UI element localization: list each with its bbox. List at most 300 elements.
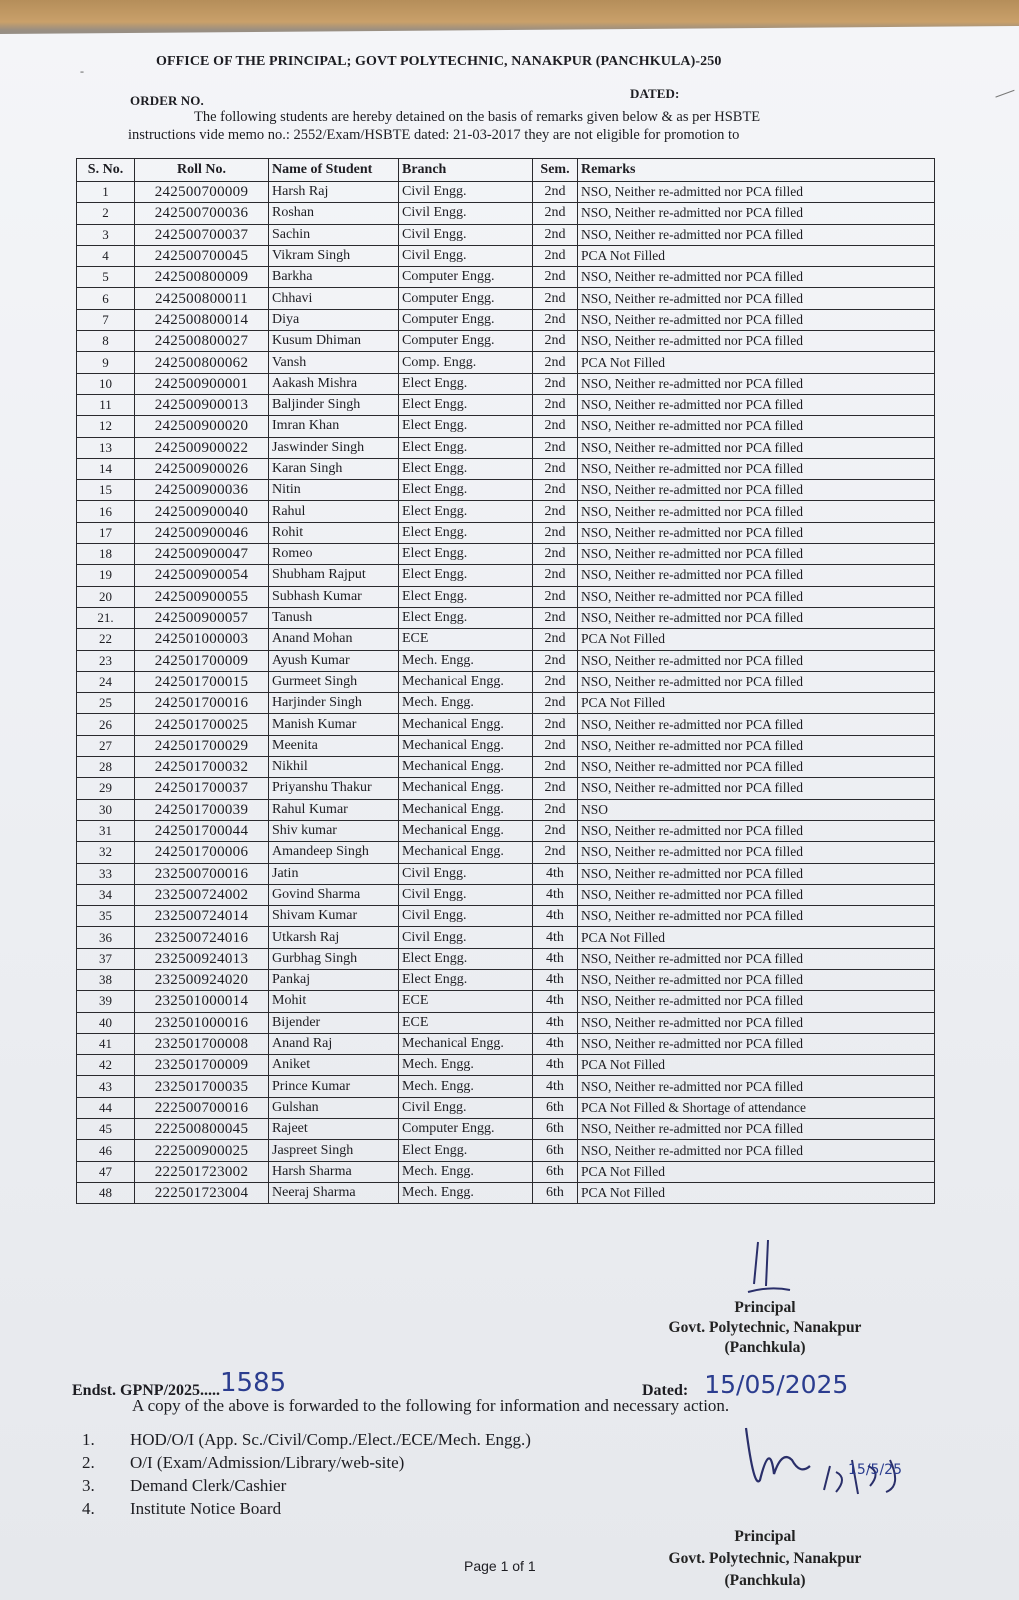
roll-no-cell: 242500900020 bbox=[135, 416, 269, 437]
table-row bbox=[77, 309, 935, 330]
semester-cell: 2nd bbox=[533, 458, 578, 479]
semester-cell: 2nd bbox=[533, 714, 578, 735]
table-row bbox=[77, 352, 935, 373]
signature-block-1 bbox=[620, 1298, 910, 1358]
endorsement-dated-label: Dated: bbox=[642, 1382, 689, 1399]
student-name-cell: Diya bbox=[269, 309, 399, 330]
roll-no-cell: 242500900046 bbox=[135, 522, 269, 543]
branch-cell: Civil Engg. bbox=[399, 182, 533, 203]
roll-no-cell: 242500900001 bbox=[135, 373, 269, 394]
branch-cell: Civil Engg. bbox=[399, 927, 533, 948]
semester-cell: 2nd bbox=[533, 842, 578, 863]
semester-cell: 4th bbox=[533, 906, 578, 927]
branch-cell: Civil Engg. bbox=[399, 863, 533, 884]
table-row bbox=[77, 501, 935, 522]
sig2-title: Principal bbox=[734, 1528, 796, 1545]
serial-cell: 29 bbox=[77, 778, 135, 799]
semester-cell: 2nd bbox=[533, 394, 578, 415]
student-name-cell: Rahul bbox=[269, 501, 399, 522]
student-name-cell: Meenita bbox=[269, 735, 399, 756]
serial-cell: 1 bbox=[77, 182, 135, 203]
remarks-cell: NSO, Neither re-admitted nor PCA filled bbox=[578, 288, 935, 309]
remarks-cell: NSO, Neither re-admitted nor PCA filled bbox=[578, 309, 935, 330]
student-name-cell: Anand Raj bbox=[269, 1033, 399, 1054]
remarks-cell: PCA Not Filled bbox=[578, 693, 935, 714]
serial-cell: 24 bbox=[77, 671, 135, 692]
student-name-cell: Rahul Kumar bbox=[269, 799, 399, 820]
serial-cell: 37 bbox=[77, 948, 135, 969]
table-row bbox=[77, 224, 935, 245]
semester-cell: 6th bbox=[533, 1119, 578, 1140]
remarks-cell: NSO, Neither re-admitted nor PCA filled bbox=[578, 544, 935, 565]
roll-no-cell: 242500800009 bbox=[135, 267, 269, 288]
table-row bbox=[77, 416, 935, 437]
roll-no-cell: 242500900047 bbox=[135, 544, 269, 565]
semester-cell: 2nd bbox=[533, 416, 578, 437]
branch-cell: Computer Engg. bbox=[399, 267, 533, 288]
sig1-institute: Govt. Polytechnic, Nanakpur bbox=[668, 1319, 862, 1336]
semester-cell: 2nd bbox=[533, 693, 578, 714]
remarks-cell: NSO, Neither re-admitted nor PCA filled bbox=[578, 182, 935, 203]
branch-cell: Mechanical Engg. bbox=[399, 735, 533, 756]
semester-cell: 4th bbox=[533, 863, 578, 884]
roll-no-cell: 242500700045 bbox=[135, 245, 269, 266]
roll-no-cell: 242501700025 bbox=[135, 714, 269, 735]
branch-cell: Mechanical Engg. bbox=[399, 799, 533, 820]
remarks-cell: NSO, Neither re-admitted nor PCA filled bbox=[578, 863, 935, 884]
roll-no-cell: 232501700008 bbox=[135, 1033, 269, 1054]
endorsement-label: Endst. GPNP/2025..... bbox=[72, 1382, 221, 1399]
semester-cell: 6th bbox=[533, 1097, 578, 1118]
roll-no-cell: 242500900040 bbox=[135, 501, 269, 522]
semester-cell: 2nd bbox=[533, 288, 578, 309]
semester-cell: 2nd bbox=[533, 735, 578, 756]
student-name-cell: Shubham Rajput bbox=[269, 565, 399, 586]
semester-cell: 2nd bbox=[533, 267, 578, 288]
remarks-cell: NSO, Neither re-admitted nor PCA filled bbox=[578, 224, 935, 245]
roll-no-cell: 242500700036 bbox=[135, 203, 269, 224]
serial-cell: 5 bbox=[77, 267, 135, 288]
semester-cell: 2nd bbox=[533, 757, 578, 778]
student-name-cell: Baljinder Singh bbox=[269, 394, 399, 415]
branch-cell: Mech. Engg. bbox=[399, 1055, 533, 1076]
roll-no-cell: 232500724016 bbox=[135, 927, 269, 948]
branch-cell: ECE bbox=[399, 1012, 533, 1033]
roll-no-cell: 242501700037 bbox=[135, 778, 269, 799]
intro-paragraph bbox=[128, 108, 898, 144]
student-name-cell: Kusum Dhiman bbox=[269, 331, 399, 352]
serial-cell: 35 bbox=[77, 906, 135, 927]
remarks-cell: NSO, Neither re-admitted nor PCA filled bbox=[578, 1140, 935, 1161]
remarks-cell: NSO, Neither re-admitted nor PCA filled bbox=[578, 607, 935, 628]
student-name-cell: Chhavi bbox=[269, 288, 399, 309]
semester-cell: 2nd bbox=[533, 799, 578, 820]
semester-cell: 4th bbox=[533, 991, 578, 1012]
roll-no-cell: 242500900036 bbox=[135, 480, 269, 501]
serial-cell: 45 bbox=[77, 1119, 135, 1140]
remarks-cell: NSO, Neither re-admitted nor PCA filled bbox=[578, 1033, 935, 1054]
student-name-cell: Manish Kumar bbox=[269, 714, 399, 735]
student-name-cell: Tanush bbox=[269, 607, 399, 628]
semester-cell: 2nd bbox=[533, 373, 578, 394]
remarks-cell: NSO, Neither re-admitted nor PCA filled bbox=[578, 501, 935, 522]
student-name-cell: Nitin bbox=[269, 480, 399, 501]
table-row bbox=[77, 544, 935, 565]
serial-cell: 28 bbox=[77, 757, 135, 778]
semester-cell: 2nd bbox=[533, 522, 578, 543]
roll-no-cell: 242500900013 bbox=[135, 394, 269, 415]
branch-cell: Elect Engg. bbox=[399, 948, 533, 969]
serial-cell: 17 bbox=[77, 522, 135, 543]
serial-cell: 26 bbox=[77, 714, 135, 735]
serial-cell: 13 bbox=[77, 437, 135, 458]
branch-cell: Elect Engg. bbox=[399, 565, 533, 586]
roll-no-cell: 242501700016 bbox=[135, 693, 269, 714]
table-row bbox=[77, 863, 935, 884]
intro-line-2: instructions vide memo no.: 2552/Exam/HSBTE dated: 21-03-2017 they are not eligible for promotion to bbox=[128, 127, 740, 143]
semester-cell: 4th bbox=[533, 884, 578, 905]
remarks-cell: NSO, Neither re-admitted nor PCA filled bbox=[578, 394, 935, 415]
student-name-cell: Barkha bbox=[269, 267, 399, 288]
roll-no-cell: 242500900022 bbox=[135, 437, 269, 458]
student-name-cell: Pankaj bbox=[269, 969, 399, 990]
student-name-cell: Harsh Raj bbox=[269, 182, 399, 203]
branch-cell: Elect Engg. bbox=[399, 969, 533, 990]
remarks-cell: NSO, Neither re-admitted nor PCA filled bbox=[578, 522, 935, 543]
student-name-cell: Sachin bbox=[269, 224, 399, 245]
branch-cell: Mechanical Engg. bbox=[399, 1033, 533, 1054]
roll-no-cell: 232501700035 bbox=[135, 1076, 269, 1097]
branch-cell: Civil Engg. bbox=[399, 245, 533, 266]
branch-cell: Mechanical Engg. bbox=[399, 820, 533, 841]
semester-cell: 4th bbox=[533, 1033, 578, 1054]
remarks-cell: NSO, Neither re-admitted nor PCA filled bbox=[578, 480, 935, 501]
remarks-cell: NSO, Neither re-admitted nor PCA filled bbox=[578, 586, 935, 607]
branch-cell: Elect Engg. bbox=[399, 522, 533, 543]
roll-no-cell: 242500900054 bbox=[135, 565, 269, 586]
student-name-cell: Jatin bbox=[269, 863, 399, 884]
remarks-cell: NSO, Neither re-admitted nor PCA filled bbox=[578, 437, 935, 458]
student-name-cell: Gulshan bbox=[269, 1097, 399, 1118]
recipient-number: 3. bbox=[82, 1476, 95, 1495]
remarks-cell: NSO, Neither re-admitted nor PCA filled bbox=[578, 1012, 935, 1033]
roll-no-cell: 242501700044 bbox=[135, 820, 269, 841]
table-row bbox=[77, 1097, 935, 1118]
endorsement-date-value: 15/05/2025 bbox=[704, 1370, 849, 1399]
branch-cell: Computer Engg. bbox=[399, 331, 533, 352]
serial-cell: 42 bbox=[77, 1055, 135, 1076]
student-name-cell: Imran Khan bbox=[269, 416, 399, 437]
recipient-list bbox=[82, 1428, 531, 1520]
serial-cell: 43 bbox=[77, 1076, 135, 1097]
branch-cell: Civil Engg. bbox=[399, 224, 533, 245]
student-name-cell: Anand Mohan bbox=[269, 629, 399, 650]
sig2-institute: Govt. Polytechnic, Nanakpur bbox=[668, 1550, 862, 1567]
recipient-text: Demand Clerk/Cashier bbox=[130, 1476, 287, 1495]
semester-cell: 6th bbox=[533, 1182, 578, 1203]
copy-forward-text: A copy of the above is forwarded to the following for information and necessary action. bbox=[132, 1396, 730, 1415]
table-row bbox=[77, 757, 935, 778]
roll-no-cell: 242500800027 bbox=[135, 331, 269, 352]
column-header: S. No. bbox=[77, 159, 135, 182]
branch-cell: Computer Engg. bbox=[399, 1119, 533, 1140]
table-row bbox=[77, 671, 935, 692]
roll-no-cell: 222501723002 bbox=[135, 1161, 269, 1182]
student-name-cell: Prince Kumar bbox=[269, 1076, 399, 1097]
student-name-cell: Vansh bbox=[269, 352, 399, 373]
roll-no-cell: 242501700029 bbox=[135, 735, 269, 756]
serial-cell: 14 bbox=[77, 458, 135, 479]
serial-cell: 19 bbox=[77, 565, 135, 586]
table-row bbox=[77, 586, 935, 607]
recipient-item bbox=[82, 1428, 531, 1451]
column-header: Branch bbox=[399, 159, 533, 182]
branch-cell: Mech. Engg. bbox=[399, 1161, 533, 1182]
branch-cell: Mech. Engg. bbox=[399, 1076, 533, 1097]
branch-cell: Elect Engg. bbox=[399, 437, 533, 458]
remarks-cell: NSO, Neither re-admitted nor PCA filled bbox=[578, 565, 935, 586]
table-row bbox=[77, 927, 935, 948]
branch-cell: ECE bbox=[399, 991, 533, 1012]
student-name-cell: Shiv kumar bbox=[269, 820, 399, 841]
semester-cell: 4th bbox=[533, 1076, 578, 1097]
student-name-cell: Gurmeet Singh bbox=[269, 671, 399, 692]
remarks-cell: NSO, Neither re-admitted nor PCA filled bbox=[578, 948, 935, 969]
semester-cell: 2nd bbox=[533, 224, 578, 245]
student-name-cell: Roshan bbox=[269, 203, 399, 224]
table-row bbox=[77, 969, 935, 990]
roll-no-cell: 222500900025 bbox=[135, 1140, 269, 1161]
branch-cell: Elect Engg. bbox=[399, 480, 533, 501]
serial-cell: 21. bbox=[77, 607, 135, 628]
table-row bbox=[77, 1140, 935, 1161]
remarks-cell: PCA Not Filled bbox=[578, 927, 935, 948]
table-row bbox=[77, 884, 935, 905]
student-name-cell: Neeraj Sharma bbox=[269, 1182, 399, 1203]
serial-cell: 47 bbox=[77, 1161, 135, 1182]
student-name-cell: Utkarsh Raj bbox=[269, 927, 399, 948]
roll-no-cell: 242500900057 bbox=[135, 607, 269, 628]
branch-cell: Elect Engg. bbox=[399, 1140, 533, 1161]
remarks-cell: NSO, Neither re-admitted nor PCA filled bbox=[578, 884, 935, 905]
roll-no-cell: 242500700009 bbox=[135, 182, 269, 203]
semester-cell: 4th bbox=[533, 969, 578, 990]
serial-cell: 20 bbox=[77, 586, 135, 607]
student-name-cell: Rajeet bbox=[269, 1119, 399, 1140]
student-name-cell: Gurbhag Singh bbox=[269, 948, 399, 969]
table-row bbox=[77, 991, 935, 1012]
roll-no-cell: 242500900026 bbox=[135, 458, 269, 479]
table-row bbox=[77, 182, 935, 203]
student-name-cell: Aakash Mishra bbox=[269, 373, 399, 394]
serial-cell: 40 bbox=[77, 1012, 135, 1033]
branch-cell: Mech. Engg. bbox=[399, 693, 533, 714]
roll-no-cell: 222501723004 bbox=[135, 1182, 269, 1203]
table-row bbox=[77, 437, 935, 458]
serial-cell: 44 bbox=[77, 1097, 135, 1118]
table-row bbox=[77, 331, 935, 352]
table-row bbox=[77, 373, 935, 394]
table-row bbox=[77, 650, 935, 671]
endorsement-number: 1585 bbox=[220, 1368, 287, 1398]
branch-cell: Mechanical Engg. bbox=[399, 757, 533, 778]
table-row bbox=[77, 799, 935, 820]
semester-cell: 4th bbox=[533, 948, 578, 969]
branch-cell: Elect Engg. bbox=[399, 394, 533, 415]
sig1-district: (Panchkula) bbox=[724, 1339, 806, 1356]
branch-cell: ECE bbox=[399, 629, 533, 650]
serial-cell: 22 bbox=[77, 629, 135, 650]
branch-cell: Elect Engg. bbox=[399, 416, 533, 437]
roll-no-cell: 242500800011 bbox=[135, 288, 269, 309]
semester-cell: 2nd bbox=[533, 480, 578, 501]
semester-cell: 6th bbox=[533, 1140, 578, 1161]
column-header: Roll No. bbox=[135, 159, 269, 182]
page-number: Page 1 of 1 bbox=[464, 1558, 536, 1574]
remarks-cell: NSO, Neither re-admitted nor PCA filled bbox=[578, 969, 935, 990]
semester-cell: 2nd bbox=[533, 331, 578, 352]
student-name-cell: Jaswinder Singh bbox=[269, 437, 399, 458]
branch-cell: Computer Engg. bbox=[399, 288, 533, 309]
serial-cell: 25 bbox=[77, 693, 135, 714]
student-name-cell: Shivam Kumar bbox=[269, 906, 399, 927]
roll-no-cell: 232500924013 bbox=[135, 948, 269, 969]
roll-no-cell: 242501700006 bbox=[135, 842, 269, 863]
student-name-cell: Bijender bbox=[269, 1012, 399, 1033]
semester-cell: 2nd bbox=[533, 501, 578, 522]
semester-cell: 2nd bbox=[533, 565, 578, 586]
remarks-cell: NSO, Neither re-admitted nor PCA filled bbox=[578, 267, 935, 288]
serial-cell: 39 bbox=[77, 991, 135, 1012]
semester-cell: 2nd bbox=[533, 437, 578, 458]
serial-cell: 4 bbox=[77, 245, 135, 266]
table-row bbox=[77, 522, 935, 543]
branch-cell: Mech. Engg. bbox=[399, 650, 533, 671]
serial-cell: 34 bbox=[77, 884, 135, 905]
serial-cell: 38 bbox=[77, 969, 135, 990]
signature-block-2 bbox=[620, 1526, 910, 1592]
intro-line-1: The following students are hereby detained on the basis of remarks given below & as per HSBTE bbox=[194, 109, 761, 125]
column-header: Sem. bbox=[533, 159, 578, 182]
remarks-cell: NSO, Neither re-admitted nor PCA filled bbox=[578, 650, 935, 671]
roll-no-cell: 232501000016 bbox=[135, 1012, 269, 1033]
student-name-cell: Romeo bbox=[269, 544, 399, 565]
roll-no-cell: 222500800045 bbox=[135, 1119, 269, 1140]
branch-cell: Mechanical Engg. bbox=[399, 671, 533, 692]
semester-cell: 2nd bbox=[533, 182, 578, 203]
branch-cell: Civil Engg. bbox=[399, 203, 533, 224]
semester-cell: 2nd bbox=[533, 650, 578, 671]
branch-cell: Computer Engg. bbox=[399, 309, 533, 330]
serial-cell: 30 bbox=[77, 799, 135, 820]
roll-no-cell: 242501000003 bbox=[135, 629, 269, 650]
serial-cell: 12 bbox=[77, 416, 135, 437]
table-row bbox=[77, 1012, 935, 1033]
table-row bbox=[77, 714, 935, 735]
table-row bbox=[77, 1182, 935, 1203]
serial-cell: 6 bbox=[77, 288, 135, 309]
branch-cell: Elect Engg. bbox=[399, 607, 533, 628]
serial-cell: 8 bbox=[77, 331, 135, 352]
serial-cell: 32 bbox=[77, 842, 135, 863]
remarks-cell: NSO, Neither re-admitted nor PCA filled bbox=[578, 991, 935, 1012]
remarks-cell: PCA Not Filled bbox=[578, 352, 935, 373]
serial-cell: 41 bbox=[77, 1033, 135, 1054]
remarks-cell: NSO, Neither re-admitted nor PCA filled bbox=[578, 757, 935, 778]
table-row bbox=[77, 778, 935, 799]
table-row bbox=[77, 1076, 935, 1097]
remarks-cell: PCA Not Filled bbox=[578, 629, 935, 650]
table-row bbox=[77, 842, 935, 863]
semester-cell: 2nd bbox=[533, 607, 578, 628]
serial-cell: 3 bbox=[77, 224, 135, 245]
column-header: Name of Student bbox=[269, 159, 399, 182]
sig2-district: (Panchkula) bbox=[724, 1572, 806, 1589]
branch-cell: Mechanical Engg. bbox=[399, 778, 533, 799]
remarks-cell: PCA Not Filled & Shortage of attendance bbox=[578, 1097, 935, 1118]
signature-2-date: 15/5/25 bbox=[848, 1462, 902, 1478]
semester-cell: 2nd bbox=[533, 245, 578, 266]
remarks-cell: PCA Not Filled bbox=[578, 245, 935, 266]
serial-cell: 31 bbox=[77, 820, 135, 841]
semester-cell: 6th bbox=[533, 1161, 578, 1182]
student-name-cell: Subhash Kumar bbox=[269, 586, 399, 607]
table-row bbox=[77, 1161, 935, 1182]
roll-no-cell: 232500700016 bbox=[135, 863, 269, 884]
semester-cell: 2nd bbox=[533, 629, 578, 650]
recipient-text: O/I (Exam/Admission/Library/web-site) bbox=[130, 1453, 405, 1472]
student-name-cell: Rohit bbox=[269, 522, 399, 543]
branch-cell: Civil Engg. bbox=[399, 906, 533, 927]
recipient-item bbox=[82, 1497, 531, 1520]
student-name-cell: Harsh Sharma bbox=[269, 1161, 399, 1182]
recipient-number: 1. bbox=[82, 1430, 95, 1449]
remarks-cell: NSO, Neither re-admitted nor PCA filled bbox=[578, 778, 935, 799]
table-row bbox=[77, 288, 935, 309]
semester-cell: 2nd bbox=[533, 586, 578, 607]
table-row bbox=[77, 245, 935, 266]
roll-no-cell: 222500700016 bbox=[135, 1097, 269, 1118]
branch-cell: Elect Engg. bbox=[399, 373, 533, 394]
table-row bbox=[77, 267, 935, 288]
order-no-label: ORDER NO. bbox=[130, 93, 204, 108]
branch-cell: Elect Engg. bbox=[399, 544, 533, 565]
roll-no-cell: 242500800014 bbox=[135, 309, 269, 330]
student-name-cell: Mohit bbox=[269, 991, 399, 1012]
roll-no-cell: 242500800062 bbox=[135, 352, 269, 373]
serial-cell: 11 bbox=[77, 394, 135, 415]
roll-no-cell: 242500900055 bbox=[135, 586, 269, 607]
remarks-cell: NSO, Neither re-admitted nor PCA filled bbox=[578, 1119, 935, 1140]
semester-cell: 4th bbox=[533, 1012, 578, 1033]
semester-cell: 2nd bbox=[533, 544, 578, 565]
table-row bbox=[77, 948, 935, 969]
student-name-cell: Priyanshu Thakur bbox=[269, 778, 399, 799]
serial-cell: 48 bbox=[77, 1182, 135, 1203]
table-row bbox=[77, 906, 935, 927]
table-row bbox=[77, 693, 935, 714]
student-name-cell: Aniket bbox=[269, 1055, 399, 1076]
table-row bbox=[77, 629, 935, 650]
roll-no-cell: 242501700009 bbox=[135, 650, 269, 671]
recipient-text: HOD/O/I (App. Sc./Civil/Comp./Elect./ECE/Mech. Engg.) bbox=[130, 1430, 531, 1449]
student-name-cell: Govind Sharma bbox=[269, 884, 399, 905]
recipient-number: 2. bbox=[82, 1453, 95, 1472]
serial-cell: 46 bbox=[77, 1140, 135, 1161]
serial-cell: 9 bbox=[77, 352, 135, 373]
semester-cell: 2nd bbox=[533, 820, 578, 841]
remarks-cell: NSO, Neither re-admitted nor PCA filled bbox=[578, 416, 935, 437]
